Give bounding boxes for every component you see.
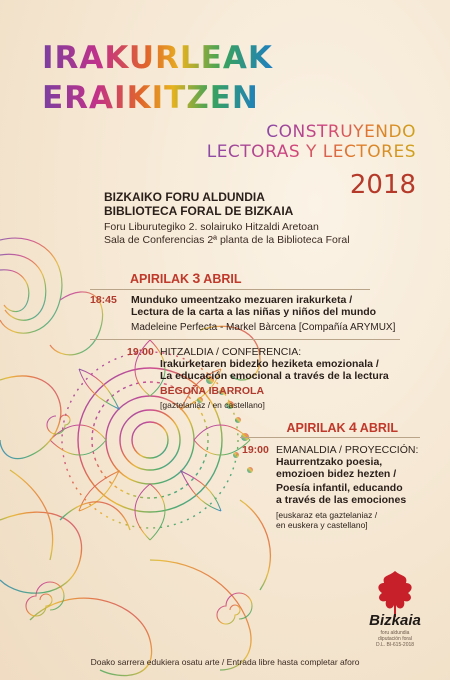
- logo-subtitle-spanish: diputación foral: [378, 636, 412, 642]
- event-time: 19:00: [242, 444, 269, 456]
- date-suffix: ABRIL: [356, 421, 398, 435]
- date-prefix: APIRILAK: [286, 421, 349, 435]
- date-heading-day-1: [130, 270, 242, 286]
- organizer-basque: BIZKAIKO FORU ALDUNDIA: [104, 190, 265, 204]
- venue-basque: Foru Liburutegiko 2. solairuko Hitzaldi Aretoan: [104, 221, 319, 233]
- language-note-2: en euskera y castellano]: [276, 520, 368, 530]
- subtitle-line-1: CONSTRUYENDO: [266, 122, 416, 142]
- event-title-spanish-2: a través de las emociones: [276, 494, 407, 506]
- date-heading-day-2: [287, 419, 399, 435]
- event-kind: HITZALDIA / CONFERENCIA:: [160, 346, 302, 358]
- event-kind: EMANALDIA / PROYECCIÓN:: [276, 444, 419, 456]
- legal-deposit: D.L. BI-615-2018: [375, 642, 415, 648]
- speaker-name: BEGOÑA IBARROLA: [160, 385, 265, 397]
- event-time: 19:00: [127, 346, 154, 358]
- event-performers: Madeleine Perfecta - Markel Bàrcena [Compañía ARYMUX]: [131, 322, 396, 333]
- event-title-spanish-1: Poesía infantil, educando: [276, 482, 403, 494]
- title-line-2: ERAIKITZEN: [42, 80, 259, 116]
- event-time: 18:45: [90, 294, 117, 306]
- title-line-1: IRAKURLEAK: [42, 40, 273, 76]
- logo-subtitle-basque: foru aldundia: [380, 630, 410, 636]
- event-title-spanish: La educación emocional a través de la lectura: [160, 370, 389, 382]
- logo-subtitle: [362, 630, 428, 642]
- event-title-spanish: Lectura de la carta a las niñas y niños del mundo: [131, 306, 377, 318]
- language-note-1: [euskaraz eta gaztelaniaz /: [276, 510, 378, 520]
- divider: [90, 339, 400, 340]
- event-title-basque: Irakurketaren bidezko heziketa emozionala /: [160, 358, 379, 370]
- event-title-basque-1: Haurrentzako poesia,: [276, 456, 383, 468]
- date-suffix: ABRIL: [200, 272, 242, 286]
- venue-spanish: Sala de Conferencias 2ª planta de la Biblioteca Foral: [104, 234, 350, 246]
- subtitle-line-2: LECTORAS Y LECTORES: [206, 142, 416, 162]
- date-prefix: APIRILAK: [130, 272, 193, 286]
- divider: [240, 437, 420, 438]
- date-day-number: 3: [192, 270, 201, 286]
- event-title-basque-2: emozioen bidez hezten /: [276, 468, 397, 480]
- language-note: [gaztelaniaz / en castellano]: [160, 400, 265, 410]
- date-day-number: 4: [349, 419, 357, 435]
- divider: [90, 289, 370, 290]
- footer-admission-note: Doako sarrera edukiera osatu arte / Entrada libre hasta completar aforo: [90, 657, 360, 667]
- event-year: 2018: [349, 170, 416, 200]
- event-title-basque: Munduko umeentzako mezuaren irakurketa /: [131, 294, 353, 306]
- organizer-spanish: BIBLIOTECA FORAL DE BIZKAIA: [104, 204, 294, 218]
- logo-wordmark: Bizkaia: [369, 612, 421, 629]
